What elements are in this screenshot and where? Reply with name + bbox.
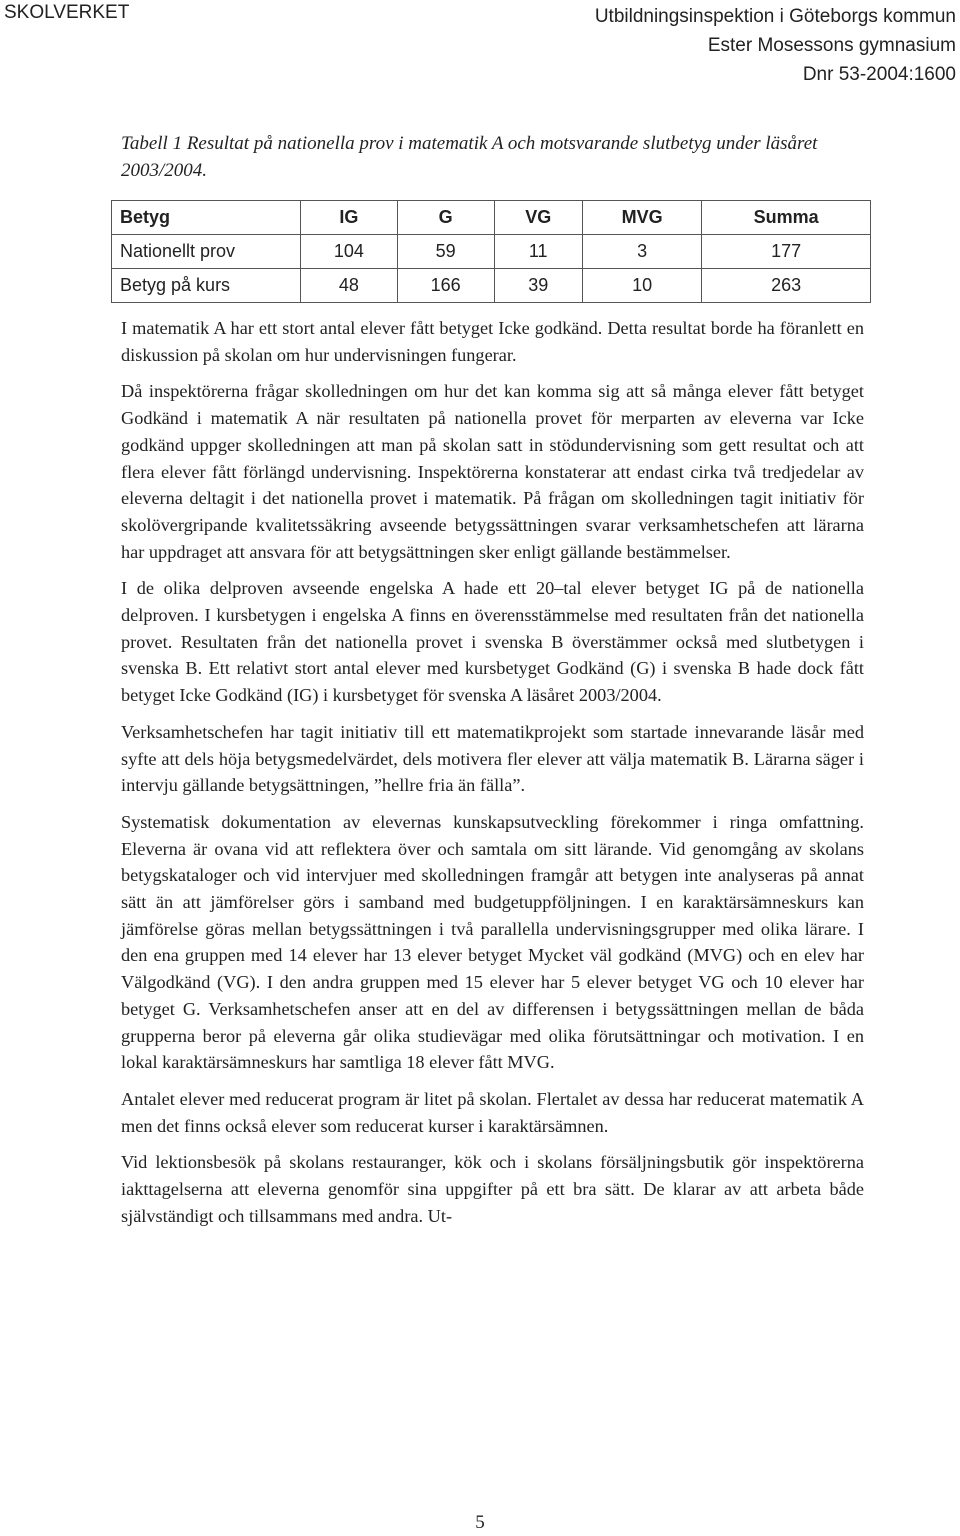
table-cell: Betyg på kurs	[112, 269, 301, 303]
table-cell: 177	[702, 235, 871, 269]
table-row	[112, 269, 871, 303]
paragraph: Vid lektionsbesök på skolans restauranger, kök och i skolans försäljningsbutik gör inspektörerna iakttagelserna att eleverna genomför sina uppgifter på ett bra sätt. De klarar av att arbeta både självständigt och tillsammans med andra. Ut-	[121, 1152, 864, 1226]
table-cell: 263	[702, 269, 871, 303]
table-caption: Tabell 1 Resultat på nationella prov i matematik A och motsvarande slutbetyg under läsåret 2003/2004.	[121, 133, 818, 181]
paragraph: Antalet elever med reducerat program är litet på skolan. Flertalet av dessa har reducerat matematik A men det finns också elever som reducerat kurser i karaktärsämnen.	[121, 1088, 864, 1136]
table-header-cell: IG	[301, 201, 398, 235]
table-cell: 104	[301, 235, 398, 269]
table-header-cell: VG	[494, 201, 582, 235]
paragraph: Verksamhetschefen har tagit initiativ till ett matematikprojekt som startade innevarande läsår med syfte att dels höja betygsmedelvärdet, dels motivera fler elever att välja matematik B. Lärarna säger i intervju gällande betygsättningen, ”hellre fria än fälla”.	[121, 721, 864, 796]
paragraph: Systematisk dokumentation av elevernas kunskapsutveckling förekommer i ringa omfattning. Eleverna är ovana vid att reflektera över och samtala om sitt lärande. Vid genomgång av skolans betygskataloger och vid intervjuer med skolledningen framgår att betygen inte analyseras på annat sätt än att jämförelser görs i samband med budgetuppföljningen. I en karaktärsämneskurs kan jämförelse göras mellan betygssättningen i två parallella undervisningsgrupper med olika lärare. I den ena gruppen med 14 elever har 13 elever betyget Mycket väl godkänd (MVG) och en elev har Välgodkänd (VG). I den andra gruppen med 15 elever har 5 elever betyget VG och 10 elever har betyget G. Verksamhetschefen anser att en del av differensen i betygssättningen mellan de båda grupperna beror på eleverna går olika studievägar med olika förutsättningar och motivation. I en lokal karaktärsämneskurs har samtliga 18 elever fått MVG.	[121, 811, 864, 1073]
body-text	[121, 315, 864, 1240]
table-header-row	[112, 201, 871, 235]
table-cell: 59	[397, 235, 494, 269]
org-name: SKOLVERKET	[4, 2, 130, 23]
paragraph: I matematik A har ett stort antal elever fått betyget Icke godkänd. Detta resultat borde ha föranlett en diskussion på skolan om hur undervisningen fungerar.	[121, 318, 864, 365]
table-row	[112, 235, 871, 269]
page-number: 5	[475, 1512, 485, 1533]
paragraph: Då inspektörerna frågar skolledningen om hur det kan komma sig att så många elever fått betyget Godkänd i matematik A när resultaten på nationella provet för merparten av eleverna var Icke godkänd uppger skolledningen att man på skolan satt in stödundervisning som gett resultat och att flera elever fått förlängd undervisning. Inspektörerna konstaterar att endast cirka två tredjedelar av eleverna deltagit i det nationella provet i matematik. På frågan om skolledningen tagit initiativ för skolövergripande kvalitetssäkring avseende betygssättningen svarar verksamhetschefen att lärarna har uppdraget att ansvara för att betygsättningen sker enligt gällande bestämmelser.	[121, 381, 864, 562]
paragraph: I de olika delproven avseende engelska A hade ett 20–tal elever betyget IG på de nationella delproven. I kursbetygen i engelska A finns en överensstämmelse med resultaten från det nationella provet. Resultaten från det nationella provet i svenska B överstämmer också med slutbetygen i svenska B. Ett relativt stort antal elever med kursbetyget Godkänd (G) i svenska B hade dock fått betyget Icke Godkänd (IG) i kursbetyget för svenska A läsåret 2003/2004.	[121, 578, 864, 706]
table-header-cell: G	[397, 201, 494, 235]
table-header-cell: MVG	[582, 201, 701, 235]
table-cell: Nationellt prov	[112, 235, 301, 269]
table-cell: 48	[301, 269, 398, 303]
header-line-1: Utbildningsinspektion i Göteborgs kommun	[594, 6, 956, 27]
table-cell: 39	[494, 269, 582, 303]
table-cell: 166	[397, 269, 494, 303]
table-cell: 10	[582, 269, 701, 303]
table-cell: 3	[582, 235, 701, 269]
header-info	[595, 2, 956, 89]
table-header-cell: Betyg	[112, 201, 301, 235]
results-table	[111, 200, 871, 303]
table-header-cell: Summa	[702, 201, 871, 235]
page-header	[0, 0, 960, 90]
table-cell: 11	[494, 235, 582, 269]
header-line-3: Dnr 53-2004:1600	[802, 64, 956, 85]
header-line-2: Ester Mosessons gymnasium	[707, 35, 956, 56]
